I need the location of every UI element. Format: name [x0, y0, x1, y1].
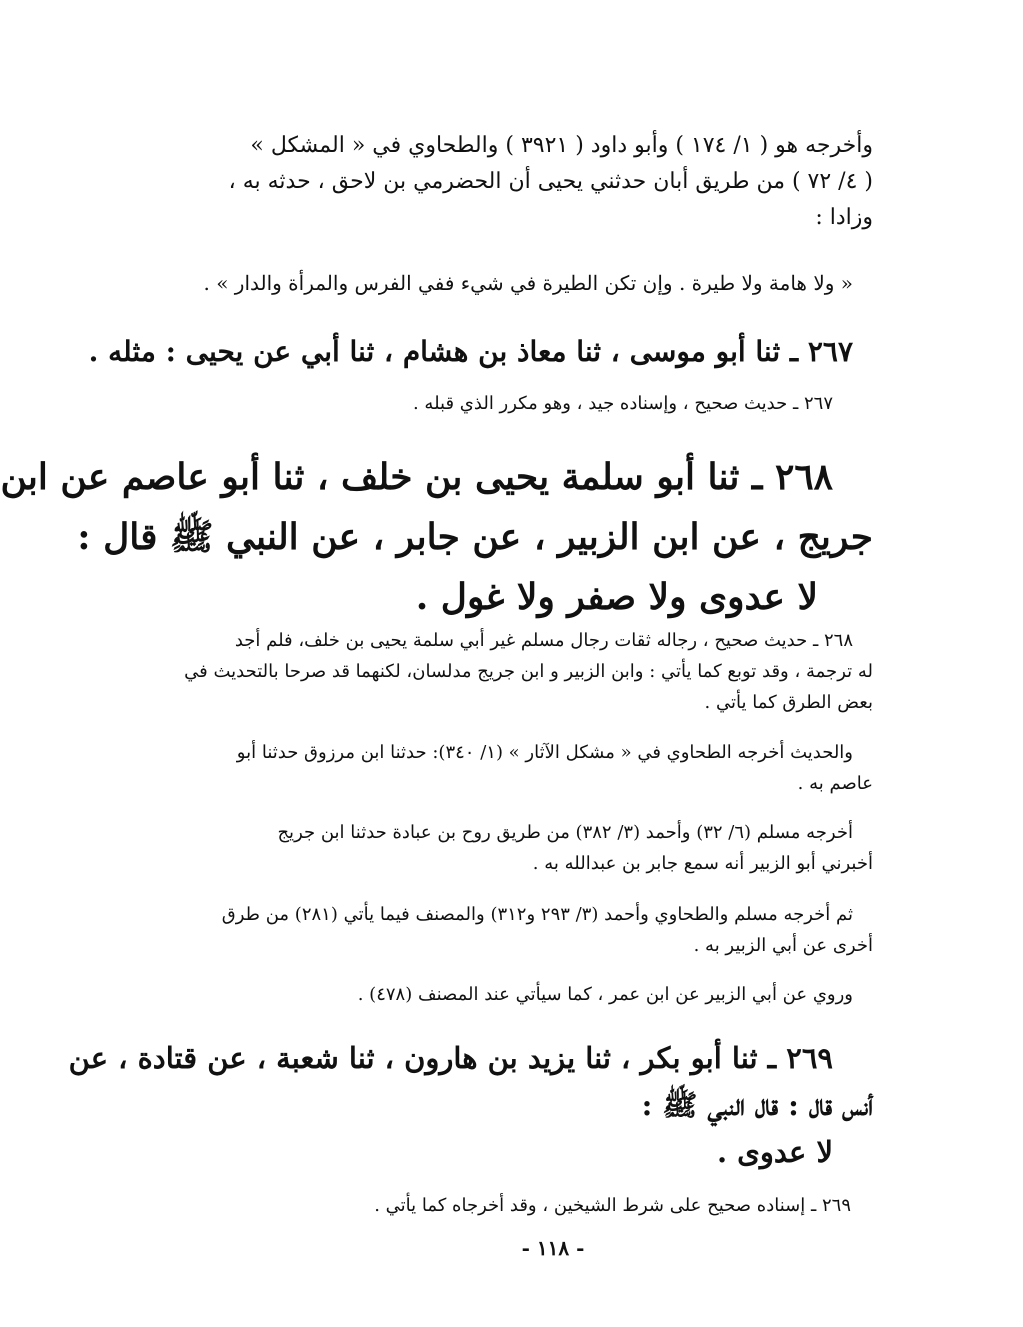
hadith-line: ٢٦٨ ـ ثنا أبو سلمة يحيى بن خلف ، ثنا أبو عاصم عن ابن: [0, 456, 833, 498]
hadith-line: ٢٦٩ ـ ثنا أبو بكر ، ثنا يزيد بن هارون ، ثنا شعبة ، عن قتادة ، عن: [68, 1041, 833, 1075]
hadith-267: [88, 324, 853, 380]
footnote-paragraph-2: [188, 737, 873, 799]
footnote-line: عاصم به .: [797, 773, 873, 794]
text-line: ( ٤/ ٧٢ ) من طريق أبان حدثني يحيى أن الحضرمي بن لاحق ، حدثه به ،: [228, 169, 873, 194]
footnote-269: [188, 1190, 851, 1221]
footnote-line: وروي عن أبي الزبير عن ابن عمر ، كما سيأتي عند المصنف (٤٧٨) .: [357, 984, 853, 1005]
hadith-line: أنس قال : قال النبي ﷺ :: [641, 1088, 873, 1122]
footnote-line: أخرجه مسلم (٦/ ٣٢) وأحمد (٣/ ٣٨٢) من طريق روح بن عبادة حدثنا ابن جريج: [277, 822, 853, 843]
quote-text: [188, 268, 853, 298]
footnote-line: أخبرني أبو الزبير أنه سمع جابر بن عبدالله به .: [532, 853, 873, 874]
text-line: « ولا هامة ولا طيرة . وإن تكن الطيرة في شيء ففي الفرس والمرأة والدار » .: [203, 271, 853, 295]
footnote-line: له ترجمة ، وقد توبع كما يأتي : وابن الزبير و ابن جريج مدلسان، لكنهما قد صرحا بالتحديث في: [184, 661, 873, 682]
footnote-line: أخرى عن أبي الزبير به .: [693, 935, 873, 956]
footnote-paragraph-5: [188, 979, 853, 1010]
footnote-line: ٢٦٨ ـ حديث صحيح ، رجاله ثقات رجال مسلم غير أبي سلمة يحيى بن خلف، فلم أجد: [234, 630, 853, 651]
footnote-line: ثم أخرجه مسلم والطحاوي وأحمد (٣/ ٢٩٣ و٣١٢) والمصنف فيما يأتي (٢٨١) من طرق: [221, 904, 853, 925]
footnote-267: [188, 388, 833, 419]
hadith-line: جريج ، عن ابن الزبير ، عن جابر ، عن النبي ﷺ قال :: [77, 516, 873, 558]
footnote-line: ٢٦٩ ـ إسناده صحيح على شرط الشيخين ، وقد أخرجاه كما يأتي .: [374, 1195, 851, 1216]
page-number: - ١١٨ -: [521, 1236, 585, 1260]
footnote-line: ٢٦٧ ـ حديث صحيح ، وإسناده جيد ، وهو مكرر الذي قبله .: [412, 393, 833, 414]
hadith-line: ٢٦٧ ـ ثنا أبو موسى ، ثنا معاذ بن هشام ، ثنا أبي عن يحيى : مثله .: [88, 335, 853, 368]
text-paragraph-1: [188, 128, 873, 236]
hadith-269: [68, 1035, 873, 1176]
hadith-line: لا عدوى .: [716, 1135, 833, 1169]
footnote-paragraph-4: [188, 899, 873, 961]
hadith-line: لا عدوى ولا صفر ولا غول .: [415, 576, 818, 618]
footnote-line: بعض الطرق كما يأتي .: [704, 692, 873, 713]
footnote-268: [184, 625, 873, 718]
footnote-paragraph-3: [188, 817, 873, 879]
text-line: وزادا :: [815, 205, 873, 230]
hadith-268: [0, 447, 873, 627]
text-line: وأخرجه هو ( ١/ ١٧٤ ) وأبو داود ( ٣٩٢١ ) والطحاوي في « المشكل »: [250, 133, 873, 158]
footnote-line: والحديث أخرجه الطحاوي في « مشكل الآثار » (١/ ٣٤٠): حدثنا ابن مرزوق حدثنا أبو: [236, 742, 853, 763]
